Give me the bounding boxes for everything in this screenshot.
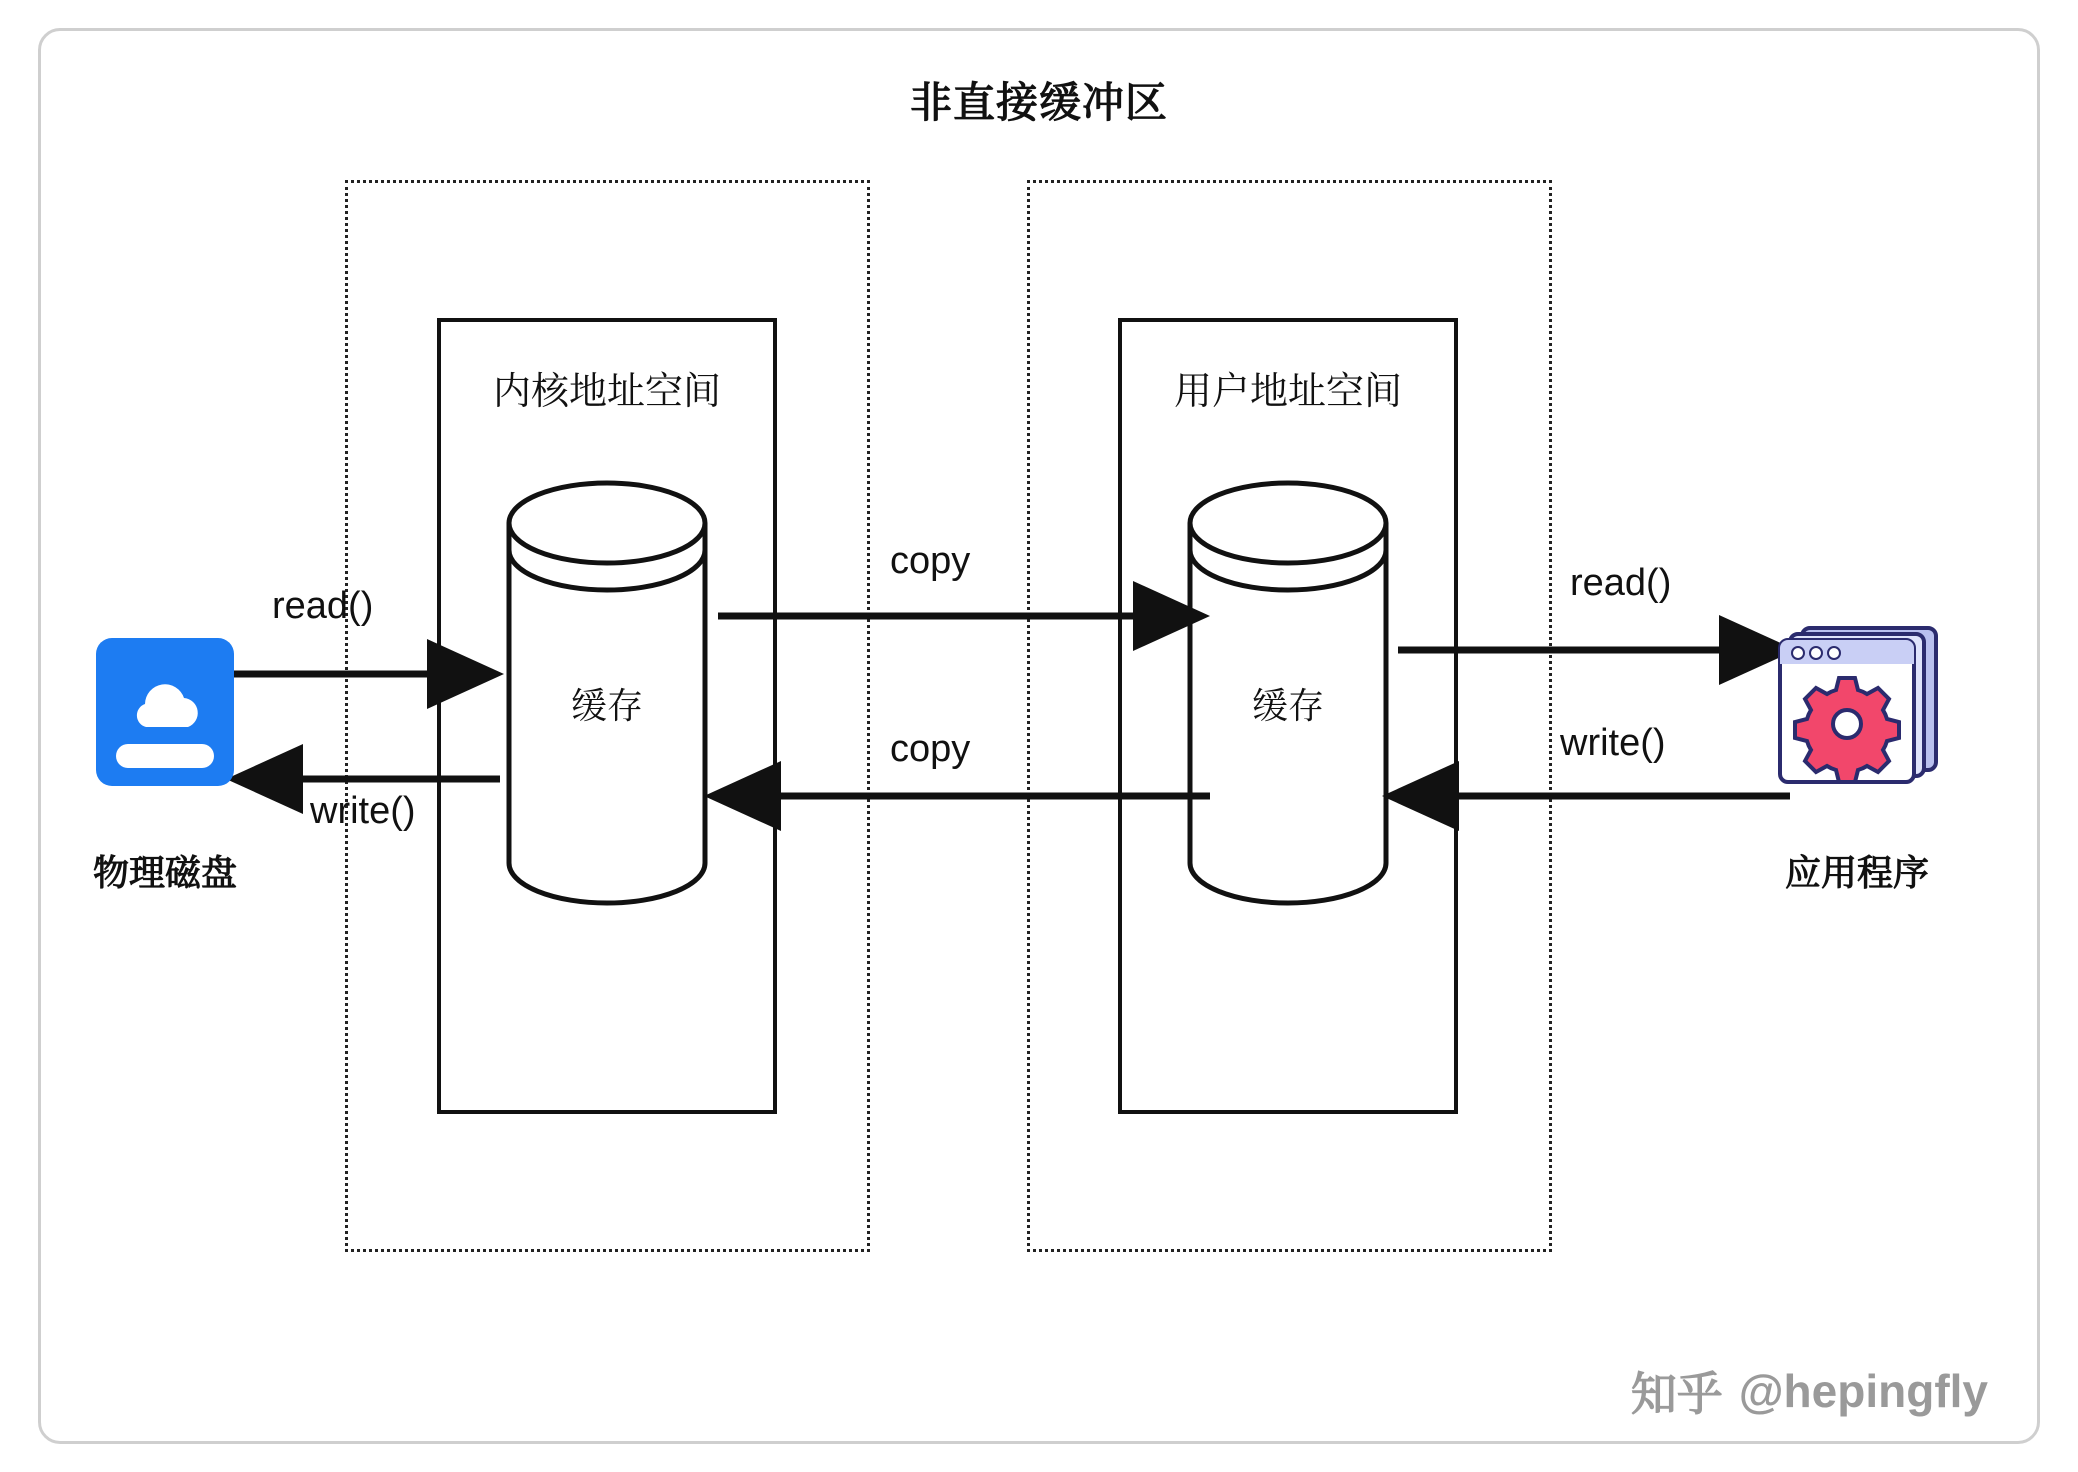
arrow-label-write-disk: write() xyxy=(310,790,416,832)
app-caption: 应用程序 xyxy=(1784,852,1929,893)
user-buffer-label: 缓存 xyxy=(1251,685,1324,726)
user-address-space-label: 用户地址空间 xyxy=(1173,371,1402,413)
arrow-label-read-app: read() xyxy=(1570,562,1672,604)
hard-disk-icon xyxy=(90,632,240,792)
arrow-label-copy-bottom: copy xyxy=(890,728,971,770)
kernel-buffer-cylinder xyxy=(504,478,710,908)
kernel-address-space-label: 内核地址空间 xyxy=(492,371,721,413)
disk-caption: 物理磁盘 xyxy=(92,852,237,893)
user-buffer-cylinder xyxy=(1185,478,1391,908)
watermark-handle: @hepingfly xyxy=(1738,1365,1988,1417)
arrow-label-read-disk: read() xyxy=(272,585,374,627)
watermark xyxy=(1631,1358,1988,1424)
arrow-label-copy-top: copy xyxy=(890,540,971,582)
arrow-label-write-app: write() xyxy=(1560,722,1666,764)
kernel-buffer-label: 缓存 xyxy=(570,685,643,726)
watermark-logo: 知乎 xyxy=(1630,1368,1723,1420)
application-window-gear-icon xyxy=(1772,620,1944,792)
diagram-title: 非直接缓冲区 xyxy=(909,79,1168,126)
